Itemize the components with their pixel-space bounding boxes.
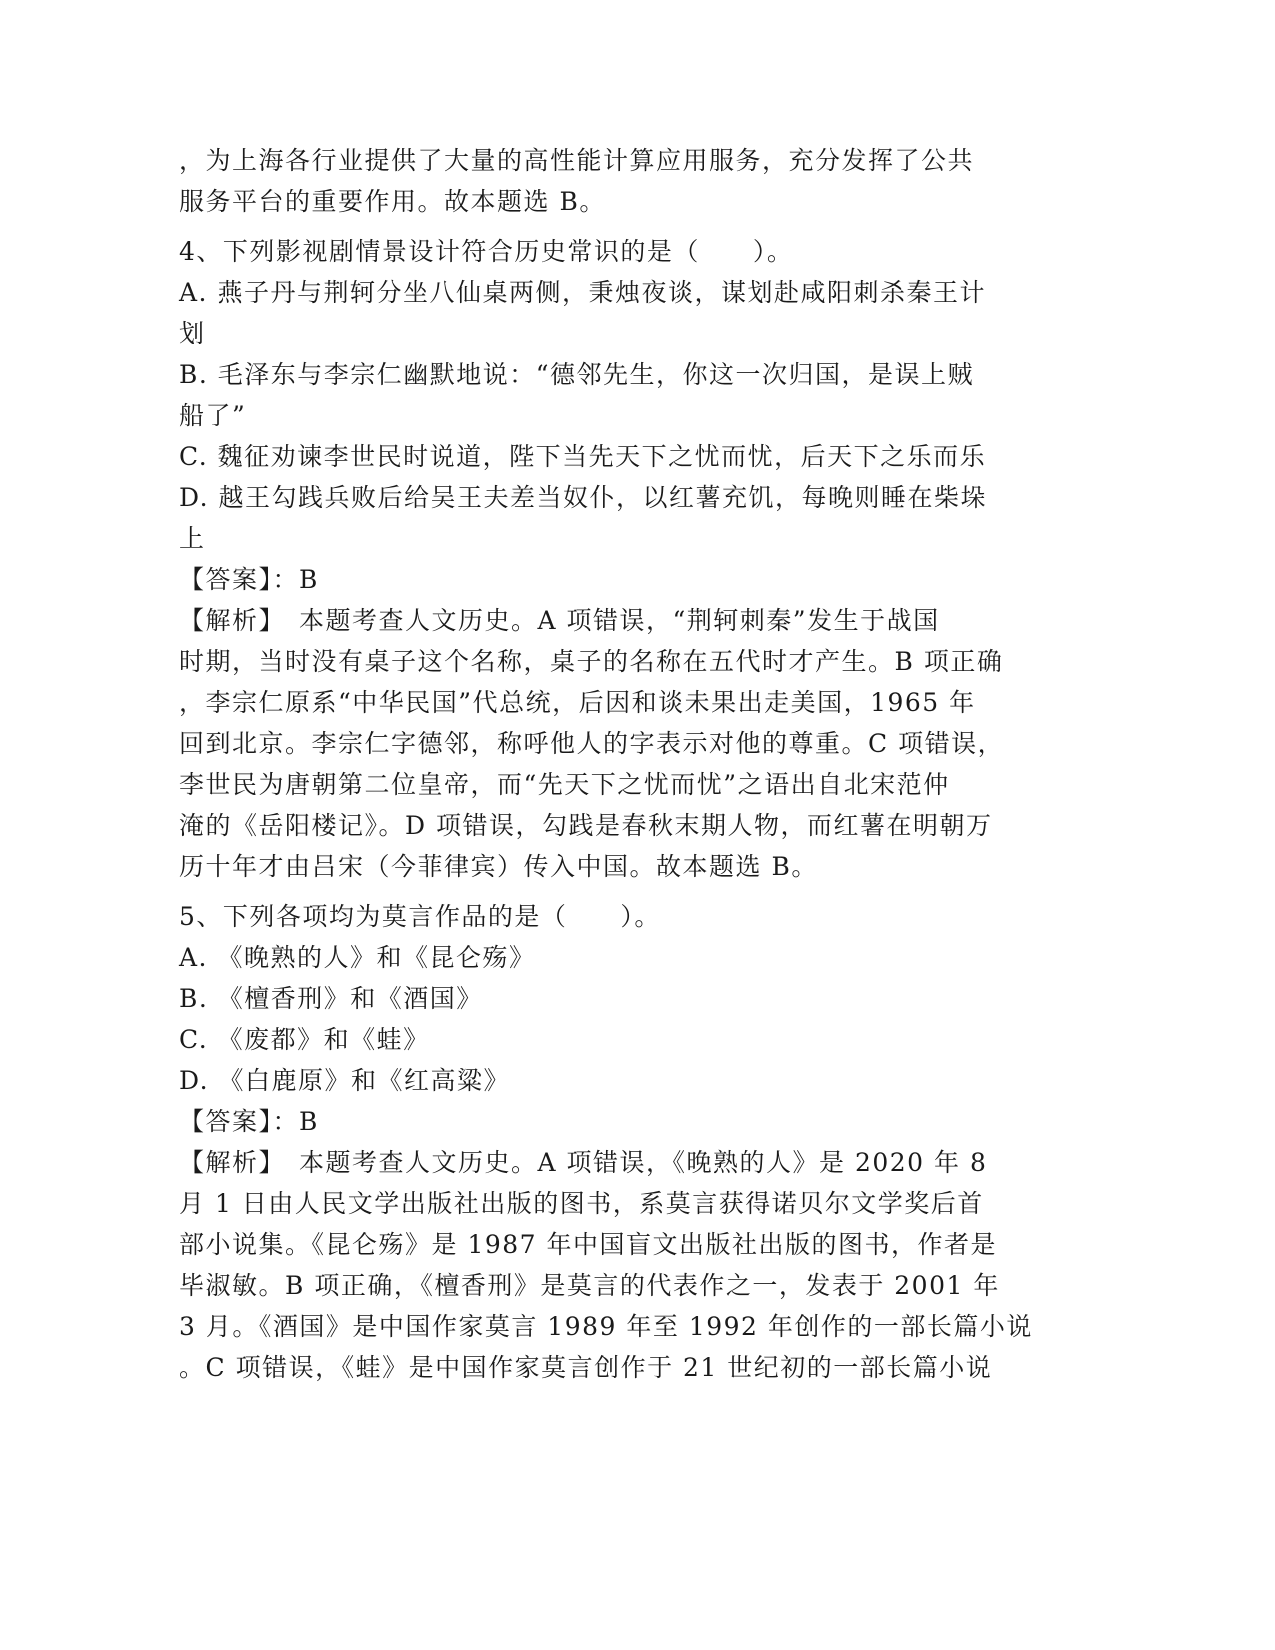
explanation-line: 【解析】 本题考查人文历史。A 项错误，《晚熟的人》是 2020 年 8 (179, 1148, 988, 1177)
explanation-line: 毕淑敏。B 项正确，《檀香刑》是莫言的代表作之一，发表于 2001 年 (179, 1271, 1000, 1300)
explanation-line: 月 1 日由人民文学出版社出版的图书，系莫言获得诺贝尔文学奖后首 (179, 1189, 984, 1218)
option-a: A. 燕子丹与荆轲分坐八仙桌两侧，秉烛夜谈，谋划赴咸阳刺杀秦王计 (179, 278, 986, 307)
answer: 【答案】：B (179, 1107, 319, 1136)
document-page (179, 140, 1039, 1388)
question-stem: 4、下列影视剧情景设计符合历史常识的是（ ）。 (179, 237, 794, 266)
explanation-line: 李世民为唐朝第二位皇帝，而“先天下之忧而忧”之语出自北宋范仲 (179, 770, 950, 799)
text-line: 服务平台的重要作用。故本题选 B。 (179, 187, 606, 216)
answer: 【答案】：B (179, 565, 319, 594)
option-b-cont: 船了” (179, 401, 247, 430)
explanation-line: 3 月。《酒国》是中国作家莫言 1989 年至 1992 年创作的一部长篇小说 (179, 1312, 1033, 1341)
explanation-line: 部小说集。《昆仑殇》是 1987 年中国盲文出版社出版的图书，作者是 (179, 1230, 998, 1259)
question-4 (179, 231, 1039, 887)
explanation-line: 历十年才由吕宋（今菲律宾）传入中国。故本题选 B。 (179, 852, 818, 881)
explanation-line: 时期，当时没有桌子这个名称，桌子的名称在五代时才产生。B 项正确 (179, 647, 1004, 676)
text-line: ，为上海各行业提供了大量的高性能计算应用服务，充分发挥了公共 (179, 146, 975, 175)
explanation-line: 。C 项错误，《蛙》是中国作家莫言创作于 21 世纪初的一部长篇小说 (179, 1353, 993, 1382)
option-d: D. 《白鹿原》和《红高粱》 (179, 1066, 511, 1095)
option-b: B. 《檀香刑》和《酒国》 (179, 984, 483, 1013)
option-c: C. 魏征劝谏李世民时说道，陛下当先天下之忧而忧，后天下之乐而乐 (179, 442, 987, 471)
option-d: D. 越王勾践兵败后给吴王夫差当奴仆，以红薯充饥，每晚则睡在柴垛 (179, 483, 988, 512)
explanation-line: ，李宗仁原系“中华民国”代总统，后因和谈未果出走美国，1965 年 (179, 688, 976, 717)
option-a: A. 《晚熟的人》和《昆仑殇》 (179, 943, 536, 972)
explanation-line: 【解析】 本题考查人文历史。A 项错误，“荆轲刺秦”发生于战国 (179, 606, 940, 635)
option-a-cont: 划 (179, 319, 206, 348)
intro-paragraph (179, 140, 1039, 222)
question-stem: 5、下列各项均为莫言作品的是（ ）。 (179, 902, 661, 931)
question-5 (179, 896, 1039, 1388)
explanation-line: 淹的《岳阳楼记》。D 项错误，勾践是春秋末期人物，而红薯在明朝万 (179, 811, 993, 840)
option-b: B. 毛泽东与李宗仁幽默地说：“德邻先生，你这一次归国，是误上贼 (179, 360, 975, 389)
explanation-line: 回到北京。李宗仁字德邻，称呼他人的字表示对他的尊重。C 项错误， (179, 729, 1005, 758)
option-c: C. 《废都》和《蛙》 (179, 1025, 430, 1054)
option-d-cont: 上 (179, 524, 206, 553)
